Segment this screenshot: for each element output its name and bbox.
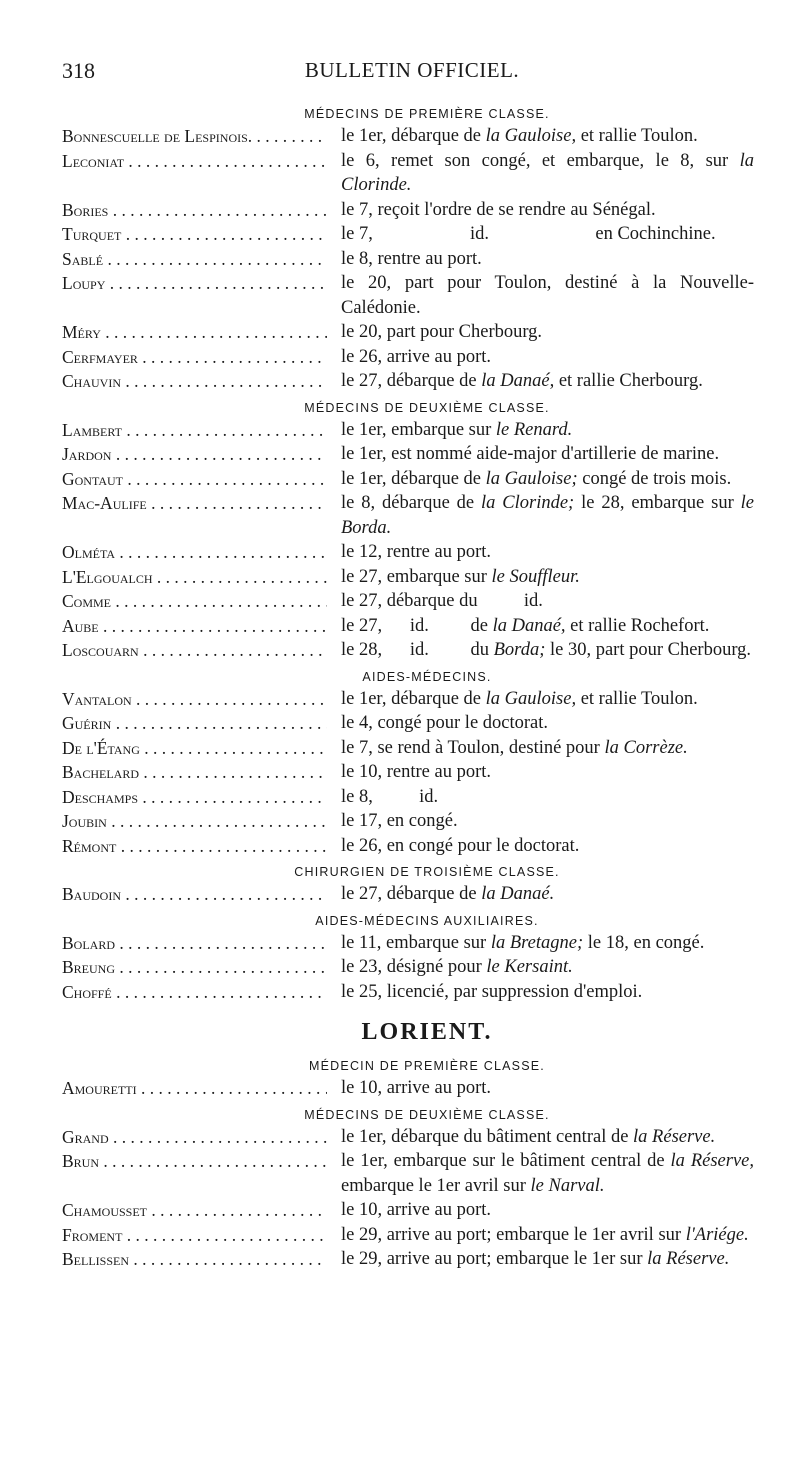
entry-description [327, 1149, 762, 1198]
entry-row [62, 247, 762, 272]
entry-text: le 28, id. du [341, 640, 494, 660]
entry-description [327, 638, 762, 663]
entry-description [327, 736, 762, 761]
section-heading: AIDES-MÉDECINS AUXILIAIRES. [315, 913, 539, 928]
running-title: BULLETIN OFFICIEL. [304, 58, 520, 82]
entry-text: le 1er, débarque de [341, 126, 486, 146]
entry-text: le 25, licencié, par suppression d'emploi. [341, 981, 643, 1002]
ship-name: la Danaé, [481, 371, 555, 391]
ship-name: la Gauloise, [485, 126, 577, 146]
entry-row [62, 711, 762, 736]
entry-description [327, 491, 762, 540]
person-name: Grand . . . [62, 1125, 327, 1150]
entry-description [327, 320, 762, 345]
entry-text: le 1er, débarque de [341, 688, 486, 709]
person-name: Guérin . . . [62, 711, 327, 736]
person-name: De l'Étang . . . [62, 736, 327, 761]
person-name: Chamousset . . . [62, 1198, 327, 1223]
ship-name: la Réserve, [670, 1151, 754, 1171]
entry-row [62, 589, 762, 614]
section-heading: MÉDECINS DE DEUXIÈME CLASSE. [304, 1107, 550, 1122]
entry-text: et rallie Cherbourg. [554, 371, 703, 391]
entry-description [327, 785, 762, 810]
ship-name: la Gauloise, [485, 688, 577, 709]
entry-row [62, 565, 762, 590]
entry-text: le 1er, embarque sur le bâtiment central de [341, 1151, 671, 1171]
entry-text: le 7, reçoit l'ordre de se rendre au Sénégal. [341, 199, 656, 220]
entry-text: le 26, arrive au port. [341, 346, 491, 367]
entry-text: le 27, embarque sur [341, 566, 492, 587]
entry-text: le 20, part pour Cherbourg. [341, 322, 543, 342]
entry-text: le 29, arrive au port; embarque le 1er avril sur [341, 1224, 686, 1245]
entry-row [62, 442, 762, 467]
person-name: Froment . . . [62, 1223, 327, 1248]
entry-row [62, 736, 762, 761]
person-name: Sablé . . . [62, 247, 327, 272]
entry-description [327, 760, 762, 785]
section-heading: CHIRURGIEN DE TROISIÈME CLASSE. [294, 865, 560, 879]
entry-text: le 1er, embarque sur [341, 419, 496, 440]
entry-description [327, 149, 762, 198]
entry-text: le 27, débarque de [341, 884, 482, 904]
person-name: Loupy . . . [62, 271, 327, 320]
entry-row [62, 980, 762, 1005]
entry-row [62, 1125, 762, 1150]
entry-description [327, 687, 762, 712]
entry-row [62, 418, 762, 443]
entry-row [62, 1247, 762, 1272]
ship-name: Borda; [493, 640, 546, 660]
entry-description [327, 1125, 762, 1150]
entry-text: le 7, se rend à Toulon, destiné pour [341, 737, 605, 758]
entry-description [327, 369, 762, 394]
entry-text: embarque le 1er avril sur [341, 1151, 759, 1196]
entry-row [62, 320, 762, 345]
entry-description [327, 467, 762, 492]
person-name: Comme . . . [62, 589, 327, 614]
entry-text: le 8, id. [341, 786, 439, 807]
entry-description [327, 980, 762, 1005]
entry-description [327, 614, 762, 639]
entry-row [62, 809, 762, 834]
entry-text: le 29, arrive au port; embarque le 1er sur [341, 1249, 648, 1269]
person-name: Rémont . . . [62, 834, 327, 859]
ship-name: la Réserve. [647, 1249, 730, 1269]
entry-row [62, 467, 762, 492]
ship-name: la Danaé. [481, 884, 555, 904]
entry-text: et rallie Toulon. [576, 688, 698, 709]
section-heading: MÉDECINS DE PREMIÈRE CLASSE. [304, 107, 550, 121]
person-name: Breung . . . [62, 955, 327, 980]
ship-name: la Gauloise; [485, 468, 578, 489]
person-name: Baudoin . . . [62, 882, 327, 907]
entry-description [327, 247, 762, 272]
entry-description [327, 1076, 762, 1101]
entry-row [62, 491, 762, 540]
entry-row [62, 760, 762, 785]
ship-name: la Bretagne; [490, 932, 584, 953]
person-name: Lambert . . . [62, 418, 327, 443]
entry-description [327, 124, 762, 149]
entry-description [327, 540, 762, 565]
section-heading: MÉDECIN DE PREMIÈRE CLASSE. [309, 1059, 545, 1073]
entry-text: le 1er, débarque de [341, 468, 486, 489]
document-body [62, 104, 762, 1276]
ship-name: la Clorinde; [481, 493, 575, 513]
entry-description [327, 711, 762, 736]
entry-description [327, 931, 762, 956]
person-name: Olméta . . . [62, 540, 327, 565]
person-name: Vantalon . . . [62, 687, 327, 712]
entry-text: le 26, en congé pour le doctorat. [341, 835, 580, 856]
ship-name: la Danaé, [492, 615, 566, 636]
person-name: Bellissen . . . [62, 1247, 327, 1272]
person-name: Joubin . . . [62, 809, 327, 834]
entry-text: le 17, en congé. [341, 811, 458, 831]
entry-row [62, 1198, 762, 1223]
entry-description [327, 882, 762, 907]
entry-text: le 27, id. de [341, 615, 493, 636]
entry-text: le 20, part pour Toulon, destiné à la Nouvelle-Calédonie. [341, 273, 754, 318]
person-name: Turquet . . . [62, 222, 327, 247]
entry-row [62, 271, 762, 320]
entry-text: le 30, part pour Cherbourg. [545, 640, 752, 660]
entry-row [62, 882, 762, 907]
person-name: Bolard . . . [62, 931, 327, 956]
entry-row [62, 369, 762, 394]
entry-text: le 8, débarque de [341, 493, 481, 513]
entry-row [62, 1149, 762, 1198]
section-heading: AIDES-MÉDECINS. [362, 669, 492, 684]
person-name: Jardon . . . [62, 442, 327, 467]
entry-text: le 27, débarque de [341, 371, 482, 391]
entry-description [327, 809, 762, 834]
page-number: 318 [62, 58, 95, 83]
entry-text: le 27, débarque du id. [341, 591, 543, 611]
entry-text: le 10, arrive au port. [341, 1200, 491, 1220]
entry-description [327, 955, 762, 980]
entry-description [327, 1198, 762, 1223]
entry-row [62, 638, 762, 663]
entry-text: le 1er, débarque du bâtiment central de [341, 1126, 634, 1147]
entry-text: le 11, embarque sur [341, 932, 491, 953]
entry-text: et rallie Rochefort. [565, 615, 710, 636]
entry-description [327, 1223, 762, 1248]
entry-row [62, 222, 762, 247]
entry-row [62, 614, 762, 639]
page-header [62, 58, 762, 88]
person-name: L'Elgoualch . . . [62, 565, 327, 590]
entry-text: le 28, embarque sur [574, 493, 741, 513]
person-name: Bonnescuelle de Lespinois. . . . [62, 124, 327, 149]
ship-name: le Kersaint. [486, 957, 573, 977]
person-name: Mac-Aulife . . . [62, 491, 327, 540]
ship-name: le Narval. [530, 1175, 605, 1196]
ship-name: la Corrèze. [604, 737, 688, 758]
person-name: Aube . . . [62, 614, 327, 639]
section-gap [62, 1272, 762, 1276]
entry-row [62, 1076, 762, 1101]
person-name: Choffé . . . [62, 980, 327, 1005]
ship-name: la Clorinde. [341, 150, 759, 195]
entry-row [62, 834, 762, 859]
entry-text: le 10, rentre au port. [341, 762, 491, 782]
entry-text: le 1er, est nommé aide-major d'artillerie de marine. [341, 444, 720, 464]
person-name: Chauvin . . . [62, 369, 327, 394]
entry-description [327, 271, 762, 320]
entry-text: le 10, arrive au port. [341, 1078, 491, 1098]
entry-text: le 12, rentre au port. [341, 542, 491, 562]
ship-name: le Souffleur. [491, 566, 580, 587]
entry-description [327, 834, 762, 859]
entry-text: le 8, rentre au port. [341, 248, 482, 269]
entry-description [327, 345, 762, 370]
person-name: Deschamps . . . [62, 785, 327, 810]
entry-text: le 23, désigné pour [341, 957, 487, 977]
ship-name: l'Ariége. [685, 1224, 749, 1245]
person-name: Brun . . . [62, 1149, 327, 1198]
entry-row [62, 955, 762, 980]
entry-description [327, 418, 762, 443]
ship-name: le Renard. [495, 419, 573, 440]
person-name: Loscouarn . . . [62, 638, 327, 663]
entry-description [327, 222, 762, 247]
entry-text: le 4, congé pour le doctorat. [341, 713, 549, 733]
entry-description [327, 589, 762, 614]
entry-row [62, 124, 762, 149]
entry-row [62, 149, 762, 198]
person-name: Méry . . . [62, 320, 327, 345]
person-name: Leconiat . . . [62, 149, 327, 198]
city-heading: LORIENT. [361, 1019, 493, 1045]
ship-name: le Borda. [341, 493, 759, 538]
entry-row [62, 345, 762, 370]
entry-row [62, 1223, 762, 1248]
entry-text: congé de trois mois. [577, 468, 732, 489]
entry-row [62, 687, 762, 712]
person-name: Cerfmayer . . . [62, 345, 327, 370]
person-name: Bachelard . . . [62, 760, 327, 785]
entry-row [62, 198, 762, 223]
person-name: Gontaut . . . [62, 467, 327, 492]
entry-description [327, 565, 762, 590]
entry-text: le 6, remet son congé, et embarque, le 8, sur [341, 150, 740, 171]
person-name: Bories . . . [62, 198, 327, 223]
person-name: Amouretti . . . [62, 1076, 327, 1101]
entry-text: le 7, id. en Cochinchine. [341, 224, 716, 244]
entry-row [62, 931, 762, 956]
ship-name: la Réserve. [633, 1126, 716, 1147]
entry-description [327, 442, 762, 467]
entry-description [327, 1247, 762, 1272]
entry-text: le 18, en congé. [583, 932, 705, 953]
entry-text: et rallie Toulon. [576, 126, 698, 146]
entry-row [62, 540, 762, 565]
entry-description [327, 198, 762, 223]
section-heading: MÉDECINS DE DEUXIÈME CLASSE. [304, 400, 550, 415]
entry-row [62, 785, 762, 810]
